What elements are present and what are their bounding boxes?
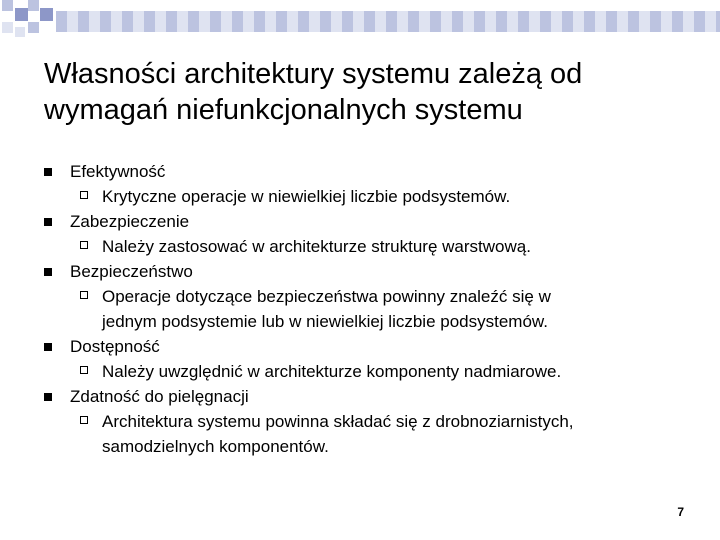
bullet-item-dostepnosc	[44, 334, 684, 359]
square-bullet-icon	[44, 168, 52, 176]
slide-title-line: wymagań niefunkcjonalnych systemu	[44, 94, 523, 126]
square-bullet-icon	[44, 218, 52, 226]
hollow-square-bullet-icon	[80, 366, 88, 374]
sub-bullet-item	[44, 359, 684, 384]
hollow-square-bullet-icon	[80, 291, 88, 299]
decor-strip	[56, 11, 720, 32]
slide-title-line: Własności architektury systemu zależą od	[44, 58, 583, 90]
bullet-list	[44, 159, 684, 459]
hollow-square-bullet-icon	[80, 191, 88, 199]
square-bullet-icon	[44, 343, 52, 351]
bullet-item-zdatnosc-do-pielegnacji	[44, 384, 684, 409]
sub-bullet-item	[44, 284, 684, 334]
bullet-item-efektywnosc	[44, 159, 684, 184]
decor-square	[2, 0, 13, 11]
sub-bullet-item	[44, 234, 684, 259]
sub-bullet-text: Należy uwzględnić w architekturze komponenty nadmiarowe.	[102, 362, 562, 381]
decor-square	[40, 8, 53, 21]
decor-square	[28, 0, 39, 11]
header-decoration	[0, 0, 720, 40]
bullet-label: Efektywność	[70, 162, 166, 181]
hollow-square-bullet-icon	[80, 241, 88, 249]
decor-square	[15, 8, 28, 21]
page-number: 7	[677, 505, 684, 519]
decor-square	[28, 22, 39, 33]
square-bullet-icon	[44, 268, 52, 276]
sub-bullet-text: jednym podsystemie lub w niewielkiej liczbie podsystemów.	[102, 312, 548, 331]
sub-bullet-item	[44, 184, 684, 209]
sub-bullet-text: Krytyczne operacje w niewielkiej liczbie podsystemów.	[102, 187, 511, 206]
bullet-item-zabezpieczenie	[44, 209, 684, 234]
decor-square	[2, 22, 13, 33]
bullet-label: Dostępność	[70, 337, 160, 356]
bullet-label: Zdatność do pielęgnacji	[70, 387, 249, 406]
sub-bullet-text: Operacje dotyczące bezpieczeństwa powinny znaleźć się w	[102, 287, 551, 306]
sub-bullet-text: Należy zastosować w architekturze strukturę warstwową.	[102, 237, 531, 256]
bullet-label: Zabezpieczenie	[70, 212, 190, 231]
sub-bullet-text: Architektura systemu powinna składać się z drobnoziarnistych,	[102, 412, 574, 431]
bullet-item-bezpieczenstwo	[44, 259, 684, 284]
decor-square	[15, 27, 25, 37]
sub-bullet-text: samodzielnych komponentów.	[102, 437, 329, 456]
sub-bullet-item	[44, 409, 684, 459]
square-bullet-icon	[44, 393, 52, 401]
slide-title	[44, 56, 684, 128]
hollow-square-bullet-icon	[80, 416, 88, 424]
bullet-label: Bezpieczeństwo	[70, 262, 193, 281]
